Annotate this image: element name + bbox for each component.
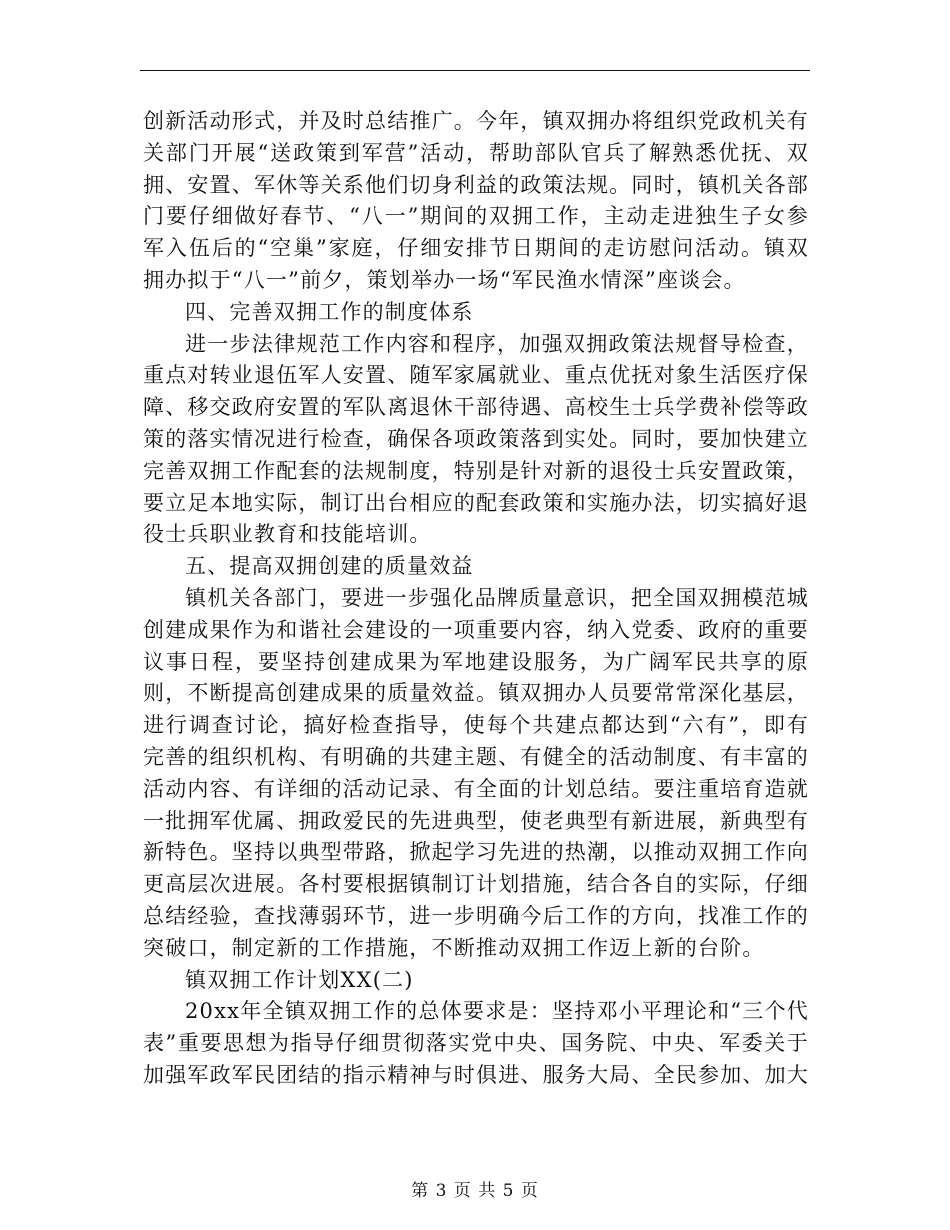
section-heading: 五、提高双拥创建的质量效益 xyxy=(185,554,474,579)
page-number: 第 3 页 共 5 页 xyxy=(411,1181,539,1201)
header-rule xyxy=(140,70,810,71)
section-heading: 四、完善双拥工作的制度体系 xyxy=(185,299,474,324)
document-subtitle: 镇双拥工作计划XX(二) xyxy=(185,967,414,992)
document-body xyxy=(143,106,809,1092)
body-paragraph: 20xx年全镇双拥工作的总体要求是：坚持邓小平理论和“三个代表”重要思想为指导仔细贯彻落实党中央、国务院、中央、军委关于加强军政军民团结的指示精神与时俱进、服务大局、全民参加、加大 xyxy=(143,999,809,1087)
body-paragraph: 进一步法律规范工作内容和程序，加强双拥政策法规督导检查，重点对转业退伍军人安置、随军家属就业、重点优抚对象生活医疗保障、移交政府安置的军队离退休干部待遇、高校生士兵学费补偿等政策的落实情况进行检查，确保各项政策落到实处。同时，要加快建立完善双拥工作配套的法规制度，特别是针对新的退役士兵安置政策，要立足本地实际，制订出台相应的配套政策和实施办法，切实搞好退役士兵职业教育和技能培训。 xyxy=(143,331,809,547)
body-paragraph: 创新活动形式，并及时总结推广。今年，镇双拥办将组织党政机关有关部门开展“送政策到军营”活动，帮助部队官兵了解熟悉优抚、双拥、安置、军休等关系他们切身利益的政策法规。同时，镇机关各部门要仔细做好春节、“八一”期间的双拥工作，主动走进独生子女参军入伍后的“空巢”家庭，仔细安排节日期间的走访慰问活动。镇双拥办拟于“八一”前夕，策划举办一场“军民渔水情深”座谈会。 xyxy=(143,109,809,292)
body-paragraph: 镇机关各部门，要进一步强化品牌质量意识，把全国双拥模范城创建成果作为和谐社会建设的一项重要内容，纳入党委、政府的重要议事日程，要坚持创建成果为军地建设服务，为广阔军民共享的原则，不断提高创建成果的质量效益。镇双拥办人员要常常深化基层，进行调查讨论，搞好检查指导，使每个共建点都达到“六有”，即有完善的组织机构、有明确的共建主题、有健全的活动制度、有丰富的活动内容、有详细的活动记录、有全面的计划总结。要注重培育造就一批拥军优属、拥政爱民的先进典型，使老典型有新进展，新典型有新特色。坚持以典型带路，掀起学习先进的热潮，以推动双拥工作向更高层次进展。各村要根据镇制订计划措施，结合各自的实际，仔细总结经验，查找薄弱环节，进一步明确今后工作的方向，找准工作的突破口，制定新的工作措施，不断推动双拥工作迈上新的台阶。 xyxy=(143,585,809,960)
